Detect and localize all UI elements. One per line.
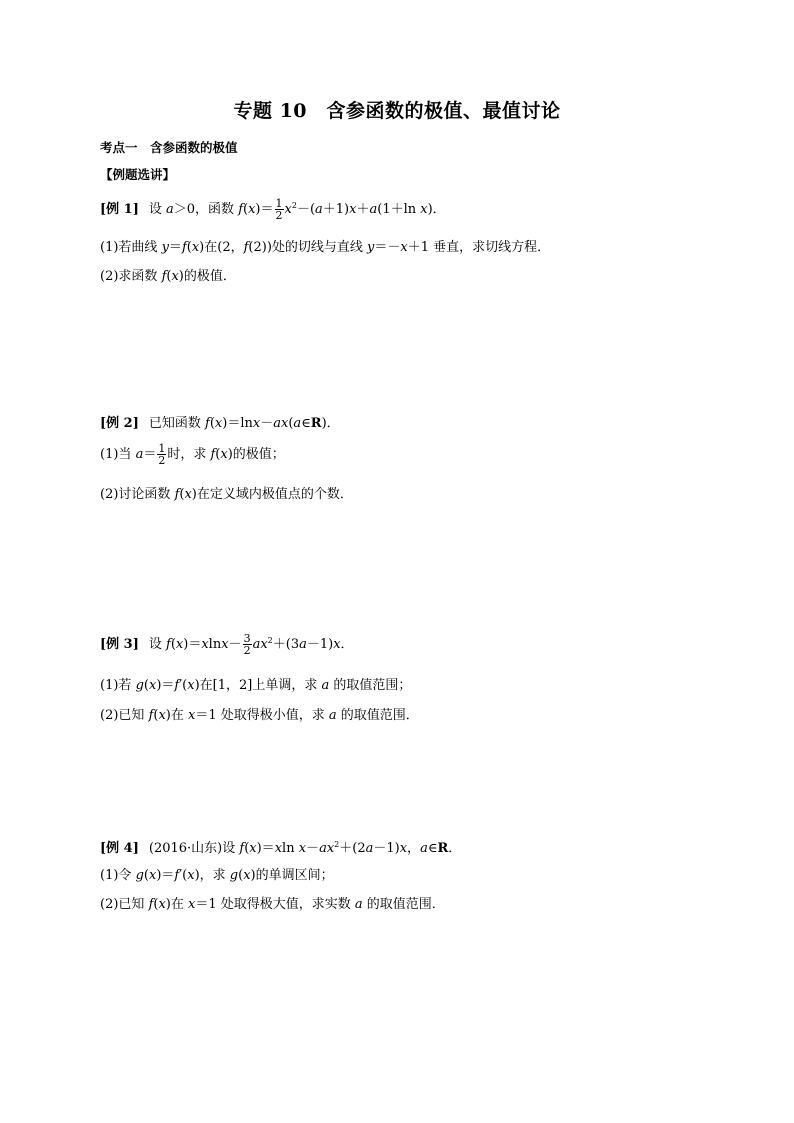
- var: a: [328, 708, 337, 723]
- text: ＋(2: [339, 841, 366, 856]
- text: －: [306, 841, 320, 856]
- text: ＞0，函数: [173, 202, 239, 217]
- var: x: [148, 678, 157, 693]
- example-1-question-2: [100, 265, 236, 284]
- section-heading: 考点一 含参函数的极值: [100, 140, 238, 155]
- var: f: [161, 269, 167, 284]
- var: x: [201, 637, 209, 652]
- var: f: [166, 637, 171, 652]
- text: (2))处的切线与直线: [248, 240, 368, 255]
- var: a: [420, 841, 428, 856]
- text: ′(: [179, 868, 188, 883]
- example-label: [例 3]: [100, 637, 139, 652]
- text: 的取值范围．: [362, 897, 445, 912]
- var: x: [158, 708, 166, 723]
- denominator: 2: [243, 644, 251, 657]
- example-1-question-1: [100, 236, 550, 255]
- text: (2)已知: [100, 708, 149, 723]
- text: (: [288, 416, 294, 431]
- var: x: [284, 202, 292, 217]
- text: )，求: [194, 868, 230, 883]
- denominator: 2: [275, 209, 283, 222]
- text: (: [170, 637, 176, 652]
- example-label: [例 2]: [100, 416, 139, 431]
- text: (1＋ln: [377, 202, 421, 217]
- text: 的取值范围；: [329, 678, 412, 693]
- fraction: [157, 443, 166, 466]
- example-3-question-1: [100, 674, 411, 693]
- var: x: [252, 416, 261, 431]
- text: )在定义域内极值点的个数．: [191, 487, 353, 502]
- text: ′(: [179, 678, 188, 693]
- text: ，: [407, 841, 421, 856]
- exponent: 2: [334, 840, 340, 849]
- var: f: [181, 240, 187, 255]
- var: g: [135, 868, 144, 883]
- text: ln: [282, 841, 299, 856]
- text: )＝: [156, 868, 175, 883]
- text: ＝－: [374, 240, 401, 255]
- text: －1): [306, 637, 334, 652]
- var: y: [367, 240, 375, 255]
- var: f: [205, 416, 210, 431]
- var: x: [249, 841, 257, 856]
- var: a: [369, 202, 378, 217]
- var: a: [166, 202, 174, 217]
- subsection-heading: 【例题选讲】: [100, 167, 176, 182]
- numerator: 1: [158, 442, 166, 455]
- text: (2016·山东)设: [148, 841, 240, 856]
- text: ＝: [143, 447, 157, 462]
- var: a: [365, 841, 374, 856]
- text: (: [166, 269, 172, 284]
- text: －1): [373, 841, 400, 856]
- var: f: [148, 897, 154, 912]
- numerator: 3: [243, 632, 251, 645]
- example-2-question-1: [100, 443, 285, 466]
- var: a: [135, 447, 144, 462]
- var: x: [274, 841, 283, 856]
- text: (2)已知: [100, 897, 149, 912]
- var: g: [229, 868, 239, 883]
- var: x: [221, 637, 229, 652]
- var: g: [135, 678, 144, 693]
- text: )＝: [255, 202, 274, 217]
- var: x: [188, 897, 196, 912]
- text: ＋1 垂直，求切线方程．: [407, 240, 551, 255]
- text: (: [209, 416, 215, 431]
- var: y: [161, 240, 169, 255]
- var: f: [174, 678, 180, 693]
- example-label: [例 1]: [100, 202, 139, 217]
- var: ax: [273, 416, 289, 431]
- example-1-stem: [100, 198, 446, 221]
- text: )在[1，2]上单调，求: [194, 678, 322, 693]
- text: ＋(3: [272, 637, 300, 652]
- var: f: [174, 868, 180, 883]
- text: (1)当: [100, 447, 136, 462]
- example-3-stem: [100, 633, 354, 656]
- text: )＝ln: [222, 416, 253, 431]
- exponent: 2: [291, 201, 297, 210]
- var: f: [238, 202, 243, 217]
- text: )的极值．: [178, 269, 236, 284]
- text: (: [153, 897, 159, 912]
- text: (1)若: [100, 678, 136, 693]
- var: a: [354, 897, 363, 912]
- var: x: [191, 240, 200, 255]
- text: ＋: [356, 202, 370, 217]
- text: 的取值范围．: [336, 708, 419, 723]
- var: f: [148, 708, 154, 723]
- text: (2)讨论函数: [100, 487, 175, 502]
- exponent: 2: [267, 636, 273, 645]
- text: ln: [208, 637, 222, 652]
- text: ∈: [427, 841, 438, 856]
- var: x: [171, 269, 179, 284]
- text: ＝1 处取得极小值，求: [195, 708, 329, 723]
- var: f: [239, 841, 245, 856]
- var: x: [187, 678, 195, 693]
- text: )．: [321, 416, 340, 431]
- numerator: 1: [275, 197, 283, 210]
- var: x: [175, 637, 184, 652]
- text: (: [179, 487, 185, 502]
- text: (: [238, 868, 244, 883]
- text: 时，求: [167, 447, 211, 462]
- var: x: [214, 416, 223, 431]
- var: ax: [252, 637, 268, 652]
- var: x: [243, 868, 251, 883]
- text: －(: [296, 202, 316, 217]
- text: 设: [148, 637, 167, 652]
- text: (2)求函数: [100, 269, 162, 284]
- text: ＋1): [322, 202, 350, 217]
- var: a: [315, 202, 323, 217]
- var: a: [293, 416, 302, 431]
- var: x: [333, 637, 341, 652]
- example-4-question-2: [100, 893, 445, 912]
- example-label: [例 4]: [100, 841, 139, 856]
- var: x: [420, 202, 428, 217]
- var: x: [349, 202, 357, 217]
- var: x: [220, 447, 228, 462]
- real-set: R: [437, 841, 449, 856]
- text: 设: [148, 202, 167, 217]
- text: )＝: [256, 841, 275, 856]
- example-4-stem: [100, 837, 461, 856]
- text: )在: [165, 897, 189, 912]
- text: (: [215, 447, 221, 462]
- real-set: R: [310, 416, 322, 431]
- var: x: [187, 868, 195, 883]
- var: a: [299, 637, 307, 652]
- text: ＝1 处取得极大值，求实数: [195, 897, 355, 912]
- page-title: 专题 10 含参函数的极值、最值讨论: [233, 100, 561, 122]
- var: ax: [319, 841, 335, 856]
- text: )．: [427, 202, 446, 217]
- var: x: [400, 240, 408, 255]
- var: f: [174, 487, 180, 502]
- text: －: [228, 637, 242, 652]
- fraction: [243, 633, 252, 656]
- text: (: [244, 841, 250, 856]
- text: 已知函数: [148, 416, 206, 431]
- text: )在: [165, 708, 189, 723]
- example-3-question-2: [100, 704, 419, 723]
- text: (1)令: [100, 868, 136, 883]
- var: x: [184, 487, 192, 502]
- var: f: [243, 240, 249, 255]
- fraction: [275, 198, 284, 221]
- var: a: [321, 678, 330, 693]
- text: ．: [448, 841, 462, 856]
- text: (1)若曲线: [100, 240, 162, 255]
- text: )＝: [156, 678, 175, 693]
- text: (: [153, 708, 159, 723]
- text: (: [243, 202, 249, 217]
- var: x: [188, 708, 196, 723]
- text: )在(2，: [199, 240, 244, 255]
- text: ∈: [301, 416, 311, 431]
- example-4-question-1: [100, 864, 334, 883]
- text: (: [143, 678, 149, 693]
- text: )＝: [183, 637, 202, 652]
- text: (: [186, 240, 192, 255]
- text: ＝: [168, 240, 182, 255]
- text: )的单调区间；: [250, 868, 334, 883]
- var: x: [298, 841, 307, 856]
- text: (: [143, 868, 149, 883]
- example-2-question-2: [100, 483, 353, 502]
- var: f: [210, 447, 216, 462]
- var: x: [158, 897, 166, 912]
- denominator: 2: [158, 454, 166, 467]
- example-2-stem: [100, 412, 340, 431]
- text: )的极值；: [227, 447, 285, 462]
- text: －: [260, 416, 274, 431]
- var: x: [248, 202, 256, 217]
- var: x: [148, 868, 157, 883]
- var: x: [399, 841, 408, 856]
- text: ．: [340, 637, 354, 652]
